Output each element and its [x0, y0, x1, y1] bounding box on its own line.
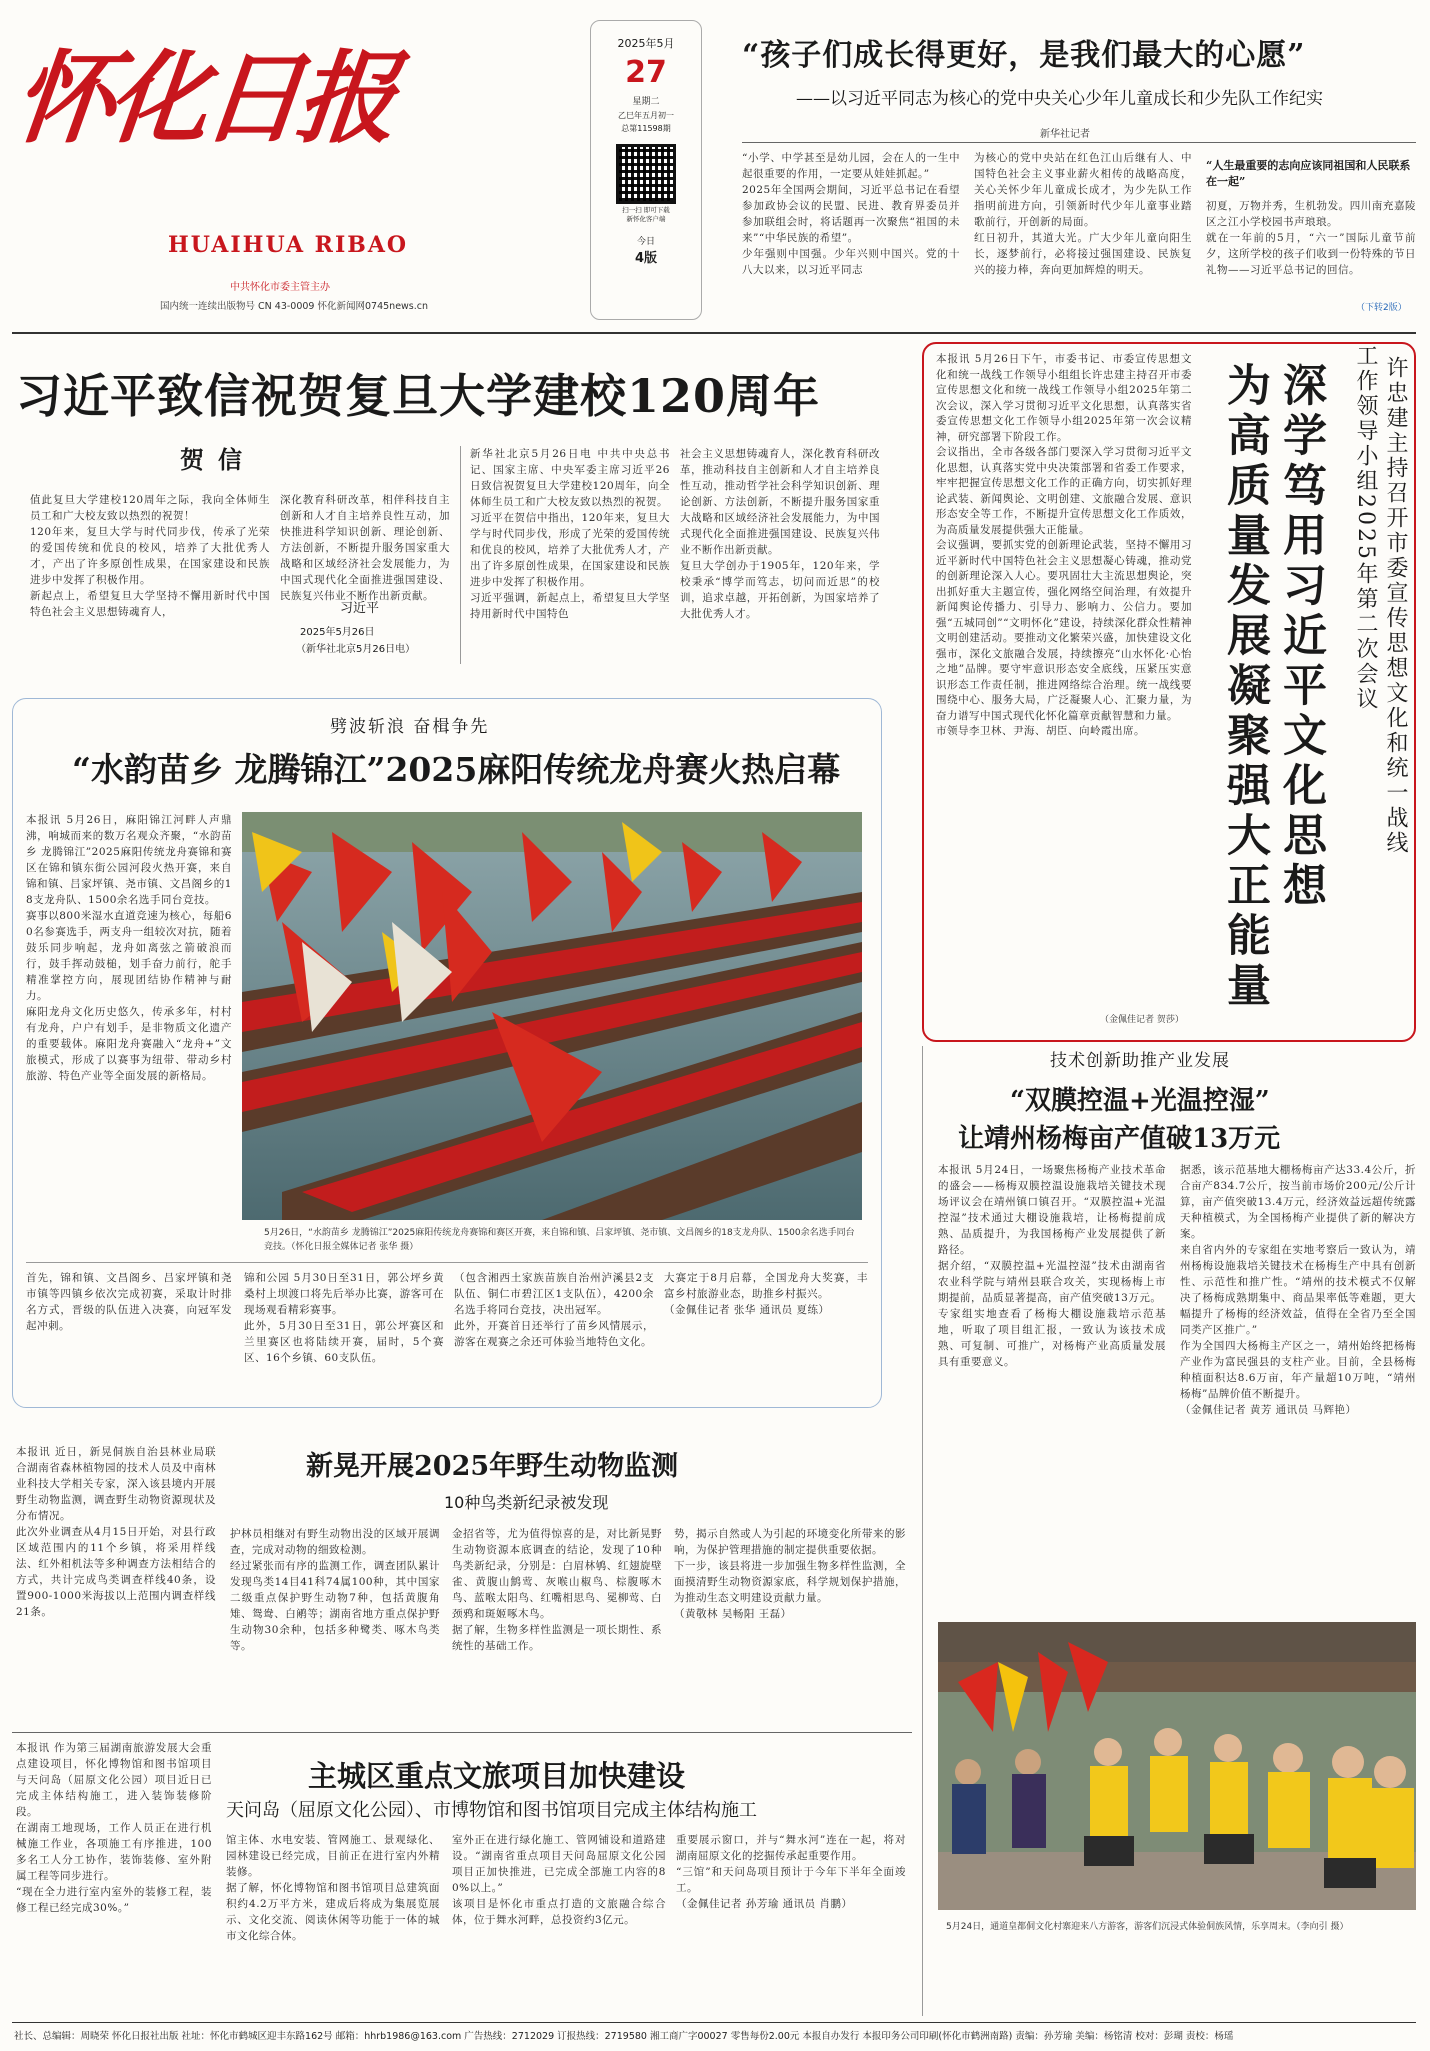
dragon-boat-caption: 5月26日，“水韵苗乡 龙腾锦江”2025麻阳传统龙舟赛锦和赛区开赛，来自锦和镇、吕家坪镇、尧市镇、文昌阁乡的18支龙舟队、1500余名选手同台竞技。（怀化日报全媒体记者 张华 摄）	[264, 1228, 855, 1252]
village-festival-image	[938, 1622, 1416, 1910]
dragon-boat-col-4: （包含湘西土家族苗族自治州泸溪县2支队伍、铜仁市碧江区1支队伍），4200余名选手将同台竞技，决出冠军。 此外，开赛首日还举行了苗乡风情展示，游客在观赛之余还可体验当地特色文化。	[454, 1272, 654, 1348]
culture-project-col-3: 室外正在进行绿化施工、管网铺设和道路建设。“湖南省重点项目天问岛屈原文化公园项目正加快推进，已完成全部施工内容的80%以上。” 该项目是怀化市重点打造的文旅融合综合体，位于舞水河畔，总投资约3亿元。	[452, 1834, 666, 1926]
headline-news-col-2: 社会主义思想铸魂育人，深化教育科研改革，推动科技自主创新和人才自主培养良性互动，推动哲学社会科学知识创新、理论创新、方法创新，不断提升服务国家重大战略和区域经济社会发展能力，为中国式现代化全面推进强国建设、民族复兴伟业不断作出新贡献。 复旦大学创办于1905年，120年来，学校秉承“博学而笃志，切问而近思”的校训，追求卓越，开拓创新，为国家培养了大批优秀人才。	[680, 448, 880, 620]
pages-info	[591, 234, 701, 266]
wildlife-col-1: 本报讯 近日，新晃侗族自治县林业局联合湖南省森林植物园的技术人员及中南林业科技大学相关专家，深入该县境内开展野生动物监测，调查野生动物资源现状及分布情况。 此次外业调查从4月15日开始，对县行政区域范围内的11个乡镇，将采用样线法、红外相机法等多种调查方法相结合的方式，共计完成鸟类调查样线40条，设置900-1000米海拔以上范围内调查样线21条。	[16, 1446, 216, 1618]
culture-project-subtitle: 天问岛（屈原文化公园）、市博物馆和图书馆项目完成主体结构施工	[226, 1800, 757, 1821]
qr-code-icon[interactable]	[616, 144, 676, 204]
footer-imprint: 社长、总编辑：周晓荣 怀化日报社出版 社址：怀化市鹤城区迎丰东路162号 邮箱：hhrb1986@163.com 广告热线：2712029 订报热线：2719580 湘工商广字00027 零售每份2.00元 本报自办发行 本报印务公司印刷(怀化市鹤洲南路) 责编：孙芳瑜 美编：杨铭清 校对：彭瑚 责校：杨瑶	[14, 2031, 1234, 2042]
date-year-month: 2025年5月	[617, 37, 675, 50]
wildlife-col-4: 势，揭示自然或人为引起的环境变化所带来的影响，为保护管理措施的制定提供重要依据。 下一步，该县将进一步加强生物多样性监测，全面摸清野生动物资源家底，科学规划保护措施，为推动生态文明建设贡献力量。 （黄敬林 吴畅阳 王磊）	[674, 1528, 906, 1620]
date-weekday: 星期二	[632, 97, 660, 107]
letter-col-2: 深化教育科研改革，相伴科技自主创新和人才自主培养良性互动，加快推进科学知识创新、理论创新、方法创新，不断提升服务国家重大战略和区域经济社会发展能力，为中国式现代化全面推进强国建设、民族复兴伟业不断作出新贡献。	[280, 494, 450, 602]
masthead-org: 中共怀化市委主管主办	[230, 282, 330, 293]
culture-project-col-1: 本报讯 作为第三届湖南旅游发展大会重点建设项目，怀化博物馆和图书馆项目与天问岛（屈原文化公园）项目近日已完成主体结构施工，进入装饰装修阶段。 在湖南工地现场，工作人员正在进行机械施工作业，各项施工有序推进，100多名工人分工协作，装饰装修、室外附属工程等同步进行。 “现在全力进行室内室外的装修工程，装修工程已经完成30%。”	[16, 1742, 212, 1914]
wildlife-col-3: 金招省等，尤为值得惊喜的是，对比新晃野生动物资源本底调查的结论，发现了10种鸟类新纪录，分别是：白眉林鸲、红翅旋壁雀、黄腹山鹪莺、灰喉山椒鸟、棕腹啄木鸟、蓝喉太阳鸟、红嘴相思鸟、冕柳莺、白颈鸦和斑姬啄木鸟。 据了解，生物多样性监测是一项长期性、系统性的基础工作。	[452, 1528, 662, 1652]
village-festival-caption: 5月24日，通道皇都侗文化村寨迎来八方游客，游客们沉浸式体验侗族风情，乐享周末。（李向引 摄）	[946, 1922, 1349, 1932]
letter-col-1: 值此复旦大学建校120周年之际，我向全体师生员工和广大校友致以热烈的祝贺！ 120年来，复旦大学与时代同步伐，传承了光荣的爱国传统和优良的校风，培养了大批优秀人才，产出了许多原创性成果，在国家建设和民族进步中发挥了积极作用。 新起点上，希望复旦大学坚持不懈用新时代中国特色社会主义思想铸魂育人，	[30, 494, 270, 618]
waxberry-col-2: 据悉，该示范基地大棚杨梅亩产达33.4公斤，折合亩产834.7公斤，按当前市场价200元/公斤计算，亩产值突破13.4万元，经济效益远超传统露天种植模式，为全国杨梅产业提供了新的解决方案。 来自省内外的专家组在实地考察后一致认为，靖州杨梅设施栽培关键技术在杨梅生产中具有创新性、示范性和推广性。“靖州的技术模式不仅解决了杨梅成熟期集中、商品果率低等难题，更大幅提升了杨梅的经济效益，值得在全省乃至全国同类产区推广。” 作为全国四大杨梅主产区之一，靖州始终把杨梅产业作为富民强县的支柱产业。目前，全县杨梅种植面积达8.6万亩，年产量超10万吨，“靖州杨梅”品牌价值不断提升。 （金佩佳记者 黄芳 通讯员 马辉艳）	[1180, 1164, 1416, 1416]
qr-caption: 扫一扫 即可下载 新怀化客户端	[622, 206, 670, 223]
culture-meeting-title-2: 为高质量发展凝聚强大正能量	[1219, 362, 1270, 1012]
culture-meeting-byline: （金佩佳记者 贺莎）	[1100, 1015, 1184, 1025]
dragon-boat-col-3: 锦和公园 5月30日至31日，郭公坪乡黄桑村上坝渡口将先后举办比赛，游客可在现场观看精彩赛事。 此外，5月30日至31日，郭公坪赛区和兰里赛区也将陆续开赛，届时，5个赛区、16个乡镇、60支队伍。	[244, 1272, 444, 1364]
masthead-pinyin: HUAIHUA RIBAO	[168, 232, 409, 258]
letter-source: （新华社北京5月26日电）	[296, 644, 416, 655]
headline-title: 习近平致信祝贺复旦大学建校120周年	[16, 369, 821, 423]
wildlife-col-2: 护林员相继对有野生动物出没的区域开展调查，完成对动物的细致检测。 经过紧张而有序的监测工作，调查团队累计发现鸟类14目41科74属100种，其中国家二级重点保护野生动物7种，包括黄腹角雉、鸳鸯、白鹇等；湖南省地方重点保护野生动物30余种，包括多种鹭类、啄木鸟类等。	[230, 1528, 440, 1652]
date-issue-total: 总第11598期	[621, 124, 671, 133]
culture-meeting-title-1: 深学笃用习近平文化思想	[1275, 362, 1326, 912]
dragon-boat-col-2: 首先，锦和镇、文昌阁乡、吕家坪镇和尧市镇等四镇乡依次完成初赛，采取计时排名方式，晋级的队伍进入决赛，向冠军发起冲刺。	[26, 1272, 232, 1332]
masthead-logo: 怀化日报	[8, 39, 398, 157]
date-day: 27	[625, 55, 667, 90]
headline-news-col-1: 新华社北京5月26日电 中共中央总书记、国家主席、中央军委主席习近平26日致信祝贺复旦大学建校120周年，向全体师生员工和广大校友致以热烈的祝贺。 习近平在贺信中指出，120年来，复旦大学与时代同步伐，形成了光荣的爱国传统和优良的校风，培养了大批优秀人才，产出了许多原创性成果，在国家建设和民族进步中发挥了积极作用。 习近平强调，新起点上，希望复旦大学坚持用新时代中国特色	[470, 448, 670, 620]
waxberry-title-2: 让靖州杨梅亩产值破13万元	[958, 1124, 1281, 1154]
lead-subtitle: ——以习近平同志为核心的党中央关心少年儿童成长和少先队工作纪实	[796, 89, 1323, 109]
pages-count: 4版	[634, 251, 658, 266]
dragon-boat-col-1: 本报讯 5月26日，麻阳锦江河畔人声鼎沸，响城而来的数万名观众齐聚，“水韵苗乡 龙腾锦江”2025麻阳传统龙舟赛锦和赛区在锦和镇东街公园河段火热开赛，来自锦和镇、吕家坪镇、尧市镇、文昌阁乡的18支龙舟队、1500余名选手同台竞技。 赛事以800米湿水直道竞速为核心，每船60名参赛选手，两支舟一组较次对抗，随着鼓乐同步响起，龙舟如离弦之箭破浪而行，鼓手挥动鼓槌，划手奋力前行，舵手精准掌控方向，展现团结协作精神与耐力。 麻阳龙舟文化历史悠久，传承多年，村村有龙舟，户户有划手，是非物质文化遗产的重要载体。麻阳龙舟赛融入“龙舟+”文旅模式，形成了以赛事为纽带、带动乡村旅游、特色产业等全面发展的新格局。	[26, 814, 232, 1082]
waxberry-col-1: 本报讯 5月24日，一场聚焦杨梅产业技术革命的盛会——杨梅双膜控温设施栽培关键技术现场评议会在靖州镇口镇召开。“双膜控温+光温控湿”技术通过大棚设施栽培，让杨梅提前成熟、品质提升，为我国杨梅产业发展提供了新路径。 据介绍，“双膜控温+光温控湿”技术由湖南省农业科学院与靖州县联合攻关，实现杨梅上市期提前，品质显著提高，亩产值突破13万元。 专家组实地查看了杨梅大棚设施栽培示范基地，听取了项目组汇报，一致认为该技术成熟、可复制、可推广，对杨梅产业高质量发展具有重要意义。	[938, 1164, 1166, 1368]
dragon-boat-kicker: 劈波斩浪 奋楫争先	[330, 717, 490, 737]
lead-author: 新华社记者	[1040, 129, 1090, 140]
village-festival-photo	[938, 1622, 1416, 1910]
lead-col-2: 为核心的党中央站在红色江山后继有人、中国特色社会主义事业薪火相传的战略高度，关心关怀少年儿童成长成才，为少先队工作指明前进方向，引领新时代少年儿童事业踏歌前行，开创新的局面。 红日初升，其道大光。广大少年儿童向阳生长，逐梦前行，必将接过强国建设、民族复兴的接力棒，奔向更加辉煌的明天。	[974, 152, 1192, 276]
culture-project-col-2: 馆主体、水电安装、管网施工、景观绿化、园林建设已经完成，目前正在进行室内外精装修。 据了解，怀化博物馆和图书馆项目总建筑面积约4.2万平方米，建成后将成为集展览展示、文化交流、阅读休闲等功能于一体的城市文化综合体。	[226, 1834, 440, 1942]
culture-project-title: 主城区重点文旅项目加快建设	[308, 1759, 686, 1793]
culture-meeting-body: 本报讯 5月26日下午，市委书记、市委宣传思想文化和统一战线工作领导小组组长许忠建主持召开市委宣传思想文化和统一战线工作领导小组2025年第二次会议，深入学习贯彻习近平文化思想，认真落实省委宣传思想文化工作领导小组2025年第一次会议精神，研究部署下阶段工作。 会议指出，全市各级各部门要深入学习贯彻习近平文化思想，认真落实党中央决策部署和省委工作要求，牢牢把握宣传思想文化工作的正确方向，切实抓好理论武装、新闻舆论、文明创建、文旅融合发展、意识形态安全等工作，不断提升宣传思想文化工作质效，为高质量发展提供强大正能量。 会议强调，要抓实党的创新理论武装，坚持不懈用习近平新时代中国特色社会主义思想凝心铸魂，推动党的创新理论深入人心。要巩固壮大主流思想舆论，突出抓好重大主题宣传，强化网络空间治理，有效提升新闻舆论传播力、引导力、影响力、公信力。要加强“五城同创”“文明怀化”建设，持续深化群众性精神文明创建活动。要推动文化繁荣兴盛，加快建设文化强市，深化文旅融合发展，持续擦亮“山水怀化·心怡之地”品牌。要守牢意识形态安全底线，压紧压实意识形态工作责任制，推进网络综合治理。统一战线要围绕中心、服务大局，广泛凝聚人心、汇聚力量，为奋力谱写中国式现代化怀化篇章贡献智慧和力量。 市领导李卫林、尹海、胡臣、向岭霞出席。	[936, 353, 1192, 737]
letter-heading: 贺信	[180, 445, 256, 474]
culture-project-col-4: 重要展示窗口，并与“舞水河”连在一起，将对湖南屈原文化的挖掘传承起重要作用。 “三馆”和天问岛项目预计于今年下半年全面竣工。 （金佩佳记者 孙芳瑜 通讯员 肖鹏）	[676, 1834, 906, 1910]
lead-continued[interactable]: （下转2版）	[1356, 303, 1407, 313]
dragon-boat-image	[242, 812, 862, 1220]
dragon-boat-photo	[242, 812, 862, 1220]
lead-title: “孩子们成长得更好，是我们最大的心愿”	[742, 38, 1306, 73]
wildlife-subtitle: 10种鸟类新纪录被发现	[444, 1493, 609, 1512]
wildlife-title: 新晃开展2025年野生动物监测	[306, 1451, 679, 1482]
culture-meeting-sub-2: 工作领导小组2025年第二次会议	[1353, 344, 1378, 712]
lead-col-1: “小学、中学甚至是幼儿园，会在人的一生中起很重要的作用，一定要从娃娃抓起。” 2025年全国两会期间，习近平总书记在看望参加政协会议的民盟、民进、教育界委员并参加联组会时，将话题再一次聚焦“祖国的未来”“中华民族的希望”。 少年强则中国强。少年兴则中国兴。党的十八大以来，以习近平同志	[742, 152, 960, 276]
pages-label: 今日	[636, 237, 655, 247]
date-box	[590, 20, 702, 320]
letter-date: 2025年5月26日	[300, 627, 375, 638]
waxberry-title-1: “双膜控温+光温控湿”	[1010, 1086, 1270, 1116]
masthead-cn: 国内统一连续出版物号 CN 43-0009 怀化新闻网0745news.cn	[160, 301, 429, 312]
culture-meeting-sub-1: 许忠建主持召开市委宣传思想文化和统一战线	[1383, 356, 1408, 856]
lead-col-3: 初夏，万物并秀，生机勃发。四川南充嘉陵区之江小学校园书声琅琅。 就在一年前的5月，“六一”国际儿童节前夕，这所学校的孩子们收到一份特殊的节日礼物——习近平总书记的回信。	[1206, 200, 1416, 276]
dragon-boat-col-5: 大赛定于8月启幕，全国龙舟大奖赛，丰富乡村旅游业态，助推乡村振兴。 （金佩佳记者 张华 通讯员 夏练）	[664, 1272, 868, 1316]
date-lunar: 乙巳年五月初一	[618, 111, 674, 120]
waxberry-kicker: 技术创新助推产业发展	[1050, 1051, 1230, 1071]
dragon-boat-title: “水韵苗乡 龙腾锦江”2025麻阳传统龙舟赛火热启幕	[72, 750, 841, 789]
letter-signature: 习近平	[340, 601, 380, 616]
lead-col-3-heading: “人生最重要的志向应该同祖国和人民联系在一起”	[1206, 159, 1411, 188]
